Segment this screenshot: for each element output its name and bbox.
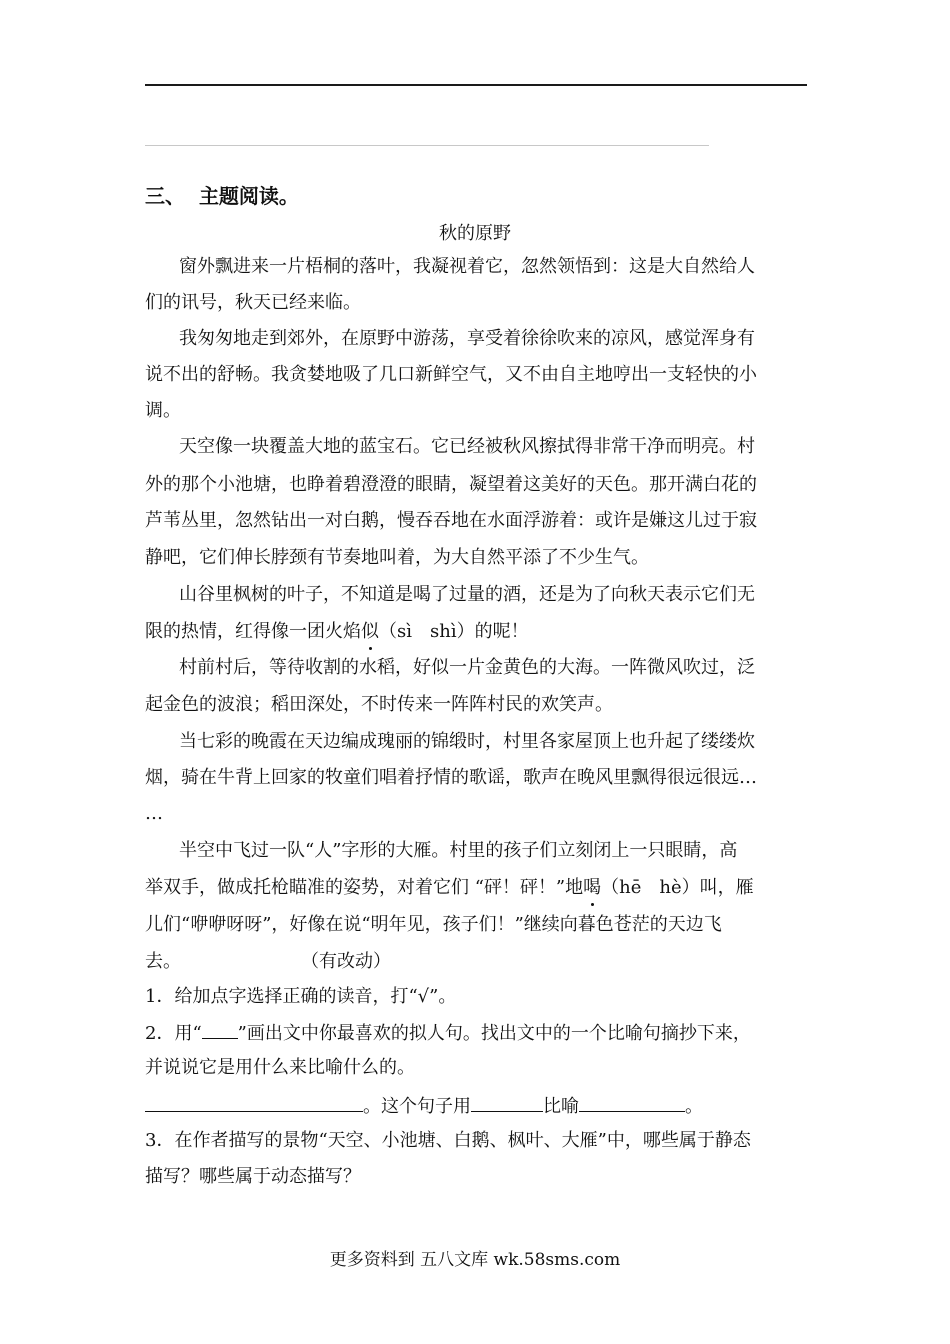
- passage-line: 静吧，它们伸长脖颈有节奏地叫着，为大自然平添了不少生气。: [145, 547, 649, 568]
- dotted-char: 喝: [583, 877, 602, 898]
- passage-line: …: [145, 803, 163, 824]
- revision-note: （有改动）: [301, 951, 391, 972]
- section-title: 主题阅读。: [198, 184, 299, 208]
- passage-line: 当七彩的晚霞在天边编成瑰丽的锦缎时，村里各家屋顶上也升起了缕缕炊: [179, 731, 755, 752]
- pinyin-options: （hē hè）叫，雁: [601, 877, 754, 898]
- passage-line-with-dotted-char: [145, 620, 807, 644]
- passage-line: 我匆匆地走到郊外，在原野中游荡，享受着徐徐吹来的凉风，感觉浑身有: [179, 328, 755, 349]
- passage-line: 起金色的波浪；稻田深处，不时传来一阵阵村民的欢笑声。: [145, 694, 613, 715]
- answer-blank-sentence[interactable]: [145, 1093, 363, 1112]
- question-2-cont: 并说说它是用什么来比喻什么的。: [145, 1057, 415, 1078]
- passage-line-with-dotted-char: [145, 876, 807, 900]
- answer-blank-vehicle[interactable]: [471, 1093, 543, 1112]
- question-1: 1．给加点字选择正确的读音，打“√”。: [145, 986, 457, 1007]
- dotted-char: 似: [361, 621, 379, 642]
- line-text: 。这个句子用: [363, 1096, 471, 1117]
- line-text: 限的热情，红得像一团火焰: [145, 621, 361, 642]
- answer-blank-tenor[interactable]: [579, 1093, 685, 1112]
- line-text: 举双手，做成托枪瞄准的姿势，对着它们 “砰！砰！”地: [145, 877, 584, 898]
- passage-line: 天空像一块覆盖大地的蓝宝石。它已经被秋风擦拭得非常干净而明亮。村: [179, 436, 755, 457]
- section-number: 三、: [145, 184, 185, 208]
- section-heading: [145, 184, 807, 208]
- line-text: ”画出文中你最喜欢的拟人句。找出文中的一个比喻句摘抄下来，: [237, 1023, 751, 1044]
- passage-line: 说不出的舒畅。我贪婪地吸了几口新鲜空气，又不由自主地哼出一支轻快的小: [145, 364, 757, 385]
- passage-line: 儿们“咿咿呀呀”，好像在说“明年见，孩子们！”继续向暮色苍茫的天边飞: [145, 914, 722, 935]
- passage-title: 秋的原野: [439, 223, 511, 244]
- line-text: 。: [685, 1096, 703, 1117]
- passage-line: 烟，骑在牛背上回家的牧童们唱着抒情的歌谣，歌声在晚风里飘得很远很远…: [145, 767, 757, 788]
- passage-line: 调。: [145, 400, 181, 421]
- passage-last-line: [145, 950, 807, 974]
- line-text: 2．用“: [145, 1023, 202, 1044]
- question-3-cont: 描写？哪些属于动态描写？: [145, 1166, 361, 1187]
- passage-line: 半空中飞过一队“人”字形的大雁。村里的孩子们立刻闭上一只眼睛，高: [179, 840, 738, 861]
- question-3: 3．在作者描写的景物“天空、小池塘、白鹅、枫叶、大雁”中，哪些属于静态: [145, 1130, 751, 1151]
- underline-sample: [202, 1020, 238, 1039]
- passage-line: 山谷里枫树的叶子，不知道是喝了过量的酒，还是为了向秋天表示它们无: [179, 584, 755, 605]
- passage-line: 外的那个小池塘，也睁着碧澄澄的眼睛，凝望着这美好的天色。那开满白花的: [145, 474, 757, 495]
- passage-line: 芦苇丛里，忽然钻出一对白鹅，慢吞吞地在水面浮游着：或许是嫌这儿过于寂: [145, 510, 757, 531]
- passage-line: 窗外飘进来一片梧桐的落叶，我凝视着它，忽然领悟到：这是大自然给人: [179, 256, 755, 277]
- pinyin-options: （sì shì）的呢！: [379, 621, 529, 642]
- line-text: 去。: [145, 951, 181, 972]
- question-2-fill: [145, 1093, 807, 1119]
- footer-text: 更多资料到 五八文库 wk.58sms.com: [329, 1250, 621, 1270]
- answer-line: [145, 145, 709, 146]
- top-rule: [145, 84, 807, 86]
- passage-line: 们的讯号，秋天已经来临。: [145, 292, 361, 313]
- question-2: [145, 1020, 807, 1046]
- passage-line: 村前村后，等待收割的水稻，好似一片金黄色的大海。一阵微风吹过，泛: [179, 657, 755, 678]
- line-text: 比喻: [543, 1096, 579, 1117]
